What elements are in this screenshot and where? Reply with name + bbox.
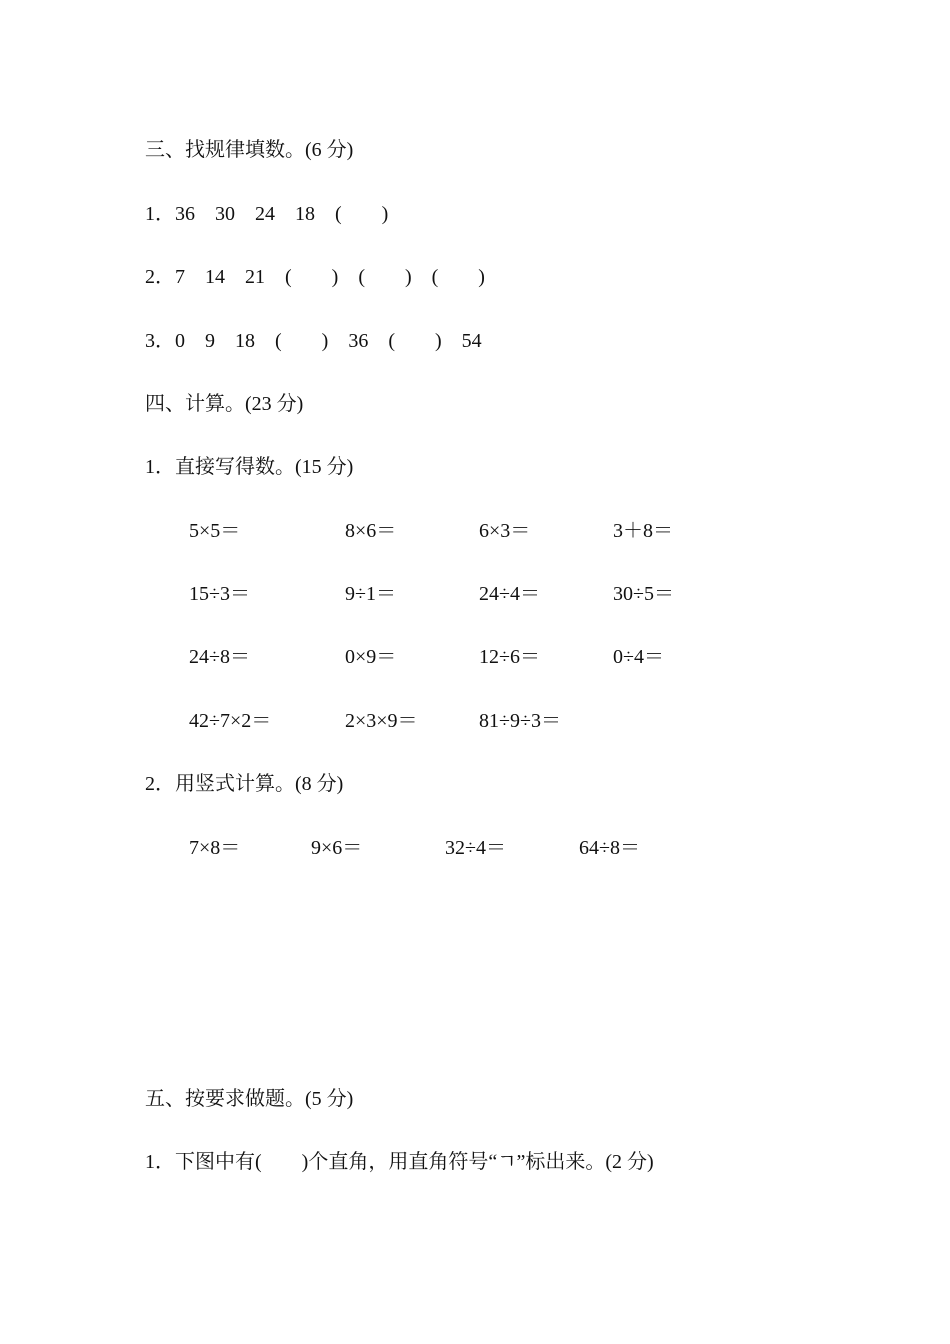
vertical-calc-expression: 9×6＝	[311, 837, 363, 859]
calc-expression: 8×6＝	[345, 520, 397, 542]
calc-expression: 12÷6＝	[479, 646, 540, 668]
calc-expression: 24÷4＝	[479, 583, 540, 605]
vertical-calc-expression: 64÷8＝	[579, 837, 640, 859]
calc-expression: 30÷5＝	[613, 583, 674, 605]
calc-expression: 42÷7×2＝	[189, 710, 272, 732]
calc-expression: 2×3×9＝	[345, 710, 418, 732]
pattern-item-3: 3．0 9 18 ( ) 36 ( ) 54	[145, 330, 482, 352]
right-angle-question: 1．下图中有( )个直角，用直角符号“ㄱ”标出来。(2 分)	[145, 1151, 654, 1173]
pattern-item-2: 2．7 14 21 ( ) ( ) ( )	[145, 266, 485, 288]
vertical-calc-expression: 7×8＝	[189, 837, 241, 859]
section-3-heading: 三、找规律填数。(6 分)	[145, 139, 354, 161]
section-5-heading: 五、按要求做题。(5 分)	[145, 1088, 354, 1110]
section-4-heading: 四、计算。(23 分)	[145, 393, 304, 415]
calc-expression: 6×3＝	[479, 520, 531, 542]
vertical-calc-heading: 2．用竖式计算。(8 分)	[145, 773, 344, 795]
calc-expression: 81÷9÷3＝	[479, 710, 561, 732]
direct-calc-heading: 1．直接写得数。(15 分)	[145, 456, 354, 478]
calc-expression: 15÷3＝	[189, 583, 250, 605]
vertical-calc-expression: 32÷4＝	[445, 837, 506, 859]
pattern-item-1: 1．36 30 24 18 ( )	[145, 203, 389, 225]
calc-expression: 3＋8＝	[613, 520, 673, 542]
calc-expression: 24÷8＝	[189, 646, 250, 668]
calc-expression: 0÷4＝	[613, 646, 664, 668]
calc-expression: 9÷1＝	[345, 583, 396, 605]
calc-expression: 5×5＝	[189, 520, 241, 542]
calc-expression: 0×9＝	[345, 646, 397, 668]
